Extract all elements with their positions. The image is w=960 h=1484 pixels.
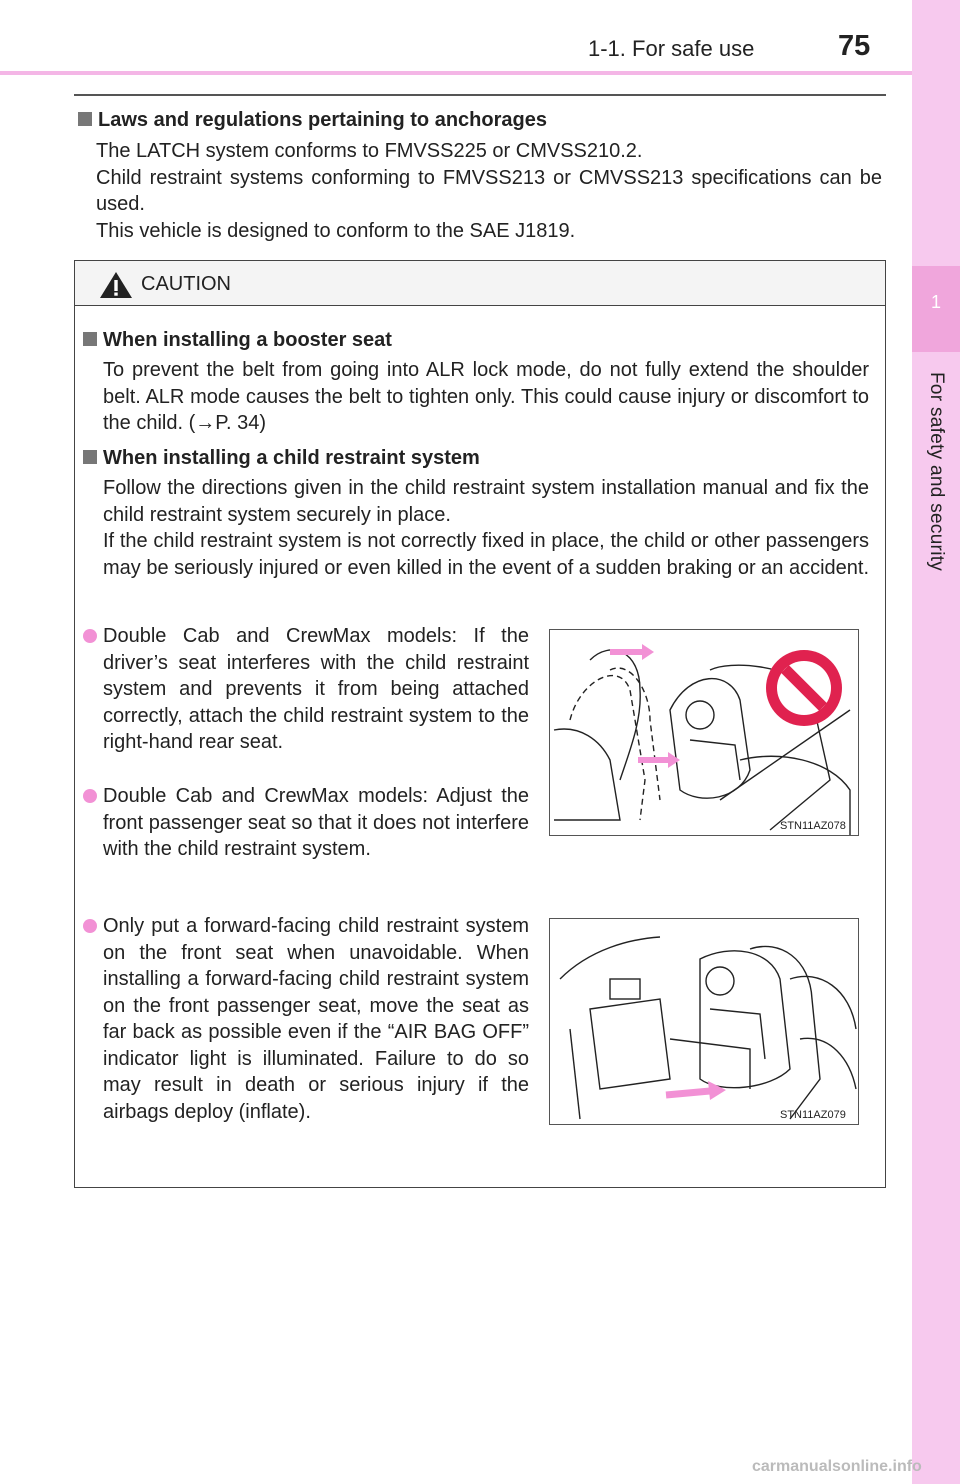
square-bullet-icon <box>78 112 92 126</box>
bullet-text: Only put a forward-facing child restraint system on the front seat when unavoidable. When installing a forward-facing child restraint system on the front passenger seat, move the seat as far back as possible even if the “AIR BAG OFF” indicator light is illuminated. Failure to do so may result in death or serious injury if the airbags deploy (inflate). <box>103 915 529 1123</box>
round-bullet-icon <box>83 789 97 803</box>
crs-heading-text: When installing a child restraint system <box>103 447 480 469</box>
booster-heading <box>83 329 392 352</box>
warning-triangle-icon <box>99 271 133 299</box>
crs-text-1: Follow the directions given in the child restraint system installation manual and fix the child restraint system securely in place. <box>103 477 869 526</box>
child-seat-front-illustration <box>550 919 858 1124</box>
caution-header <box>75 261 885 306</box>
crs-text <box>103 475 869 581</box>
square-bullet-icon <box>83 332 97 346</box>
chapter-label: For safety and security <box>926 372 947 572</box>
round-bullet-icon <box>83 919 97 933</box>
bullet-item <box>103 623 529 756</box>
bullet-item <box>103 783 529 863</box>
bullet-text: Double Cab and CrewMax models: If the driver’s seat interferes with the child restraint system and prevents it from being attached correctly, attach the child restraint system to the right-hand rear seat. <box>103 625 529 753</box>
chapter-number: 1 <box>930 292 941 312</box>
page-number: 75 <box>838 30 871 62</box>
chapter-tab <box>912 0 960 1484</box>
laws-line-3: This vehicle is designed to conform to the SAE J1819. <box>96 219 576 242</box>
figure-code: STN11AZ078 <box>780 820 846 832</box>
bullet-item <box>103 913 529 1125</box>
round-bullet-icon <box>83 629 97 643</box>
square-bullet-icon <box>83 450 97 464</box>
laws-heading <box>78 109 547 132</box>
crs-text-2: If the child restraint system is not correctly fixed in place, the child or other passengers may be seriously injured or even killed in the event of a sudden braking or an accident. <box>103 530 870 579</box>
figure-code: STN11AZ079 <box>780 1109 846 1121</box>
crs-heading <box>83 447 480 470</box>
content-rule <box>74 94 886 96</box>
section-title: 1-1. For safe use <box>588 36 755 61</box>
laws-line-2: Child restraint systems conforming to FMVSS213 or CMVSS213 specifications can be used. <box>96 166 882 215</box>
figure-front-seat-install <box>549 918 859 1125</box>
child-seat-rear-illustration <box>550 630 858 835</box>
caution-box <box>74 260 886 1188</box>
laws-heading-text: Laws and regulations pertaining to anchorages <box>98 109 547 131</box>
figure-rear-seat-install <box>549 629 859 836</box>
laws-body <box>96 138 882 244</box>
booster-text: To prevent the belt from going into ALR lock mode, do not fully extend the shoulder belt. ALR mode causes the belt to tighten only. This could cause injury or discomfort to the child. (→P. 34) <box>103 359 869 434</box>
booster-heading-text: When installing a booster seat <box>103 329 392 351</box>
watermark: carmanualsonline.info <box>752 1458 922 1475</box>
laws-line-1: The LATCH system conforms to FMVSS225 or CMVSS210.2. <box>96 140 643 162</box>
bullet-text: Double Cab and CrewMax models: Adjust the front passenger seat so that it does not interfere with the child restraint system. <box>103 785 529 860</box>
caution-label: CAUTION <box>141 273 231 295</box>
header-divider <box>0 71 912 75</box>
